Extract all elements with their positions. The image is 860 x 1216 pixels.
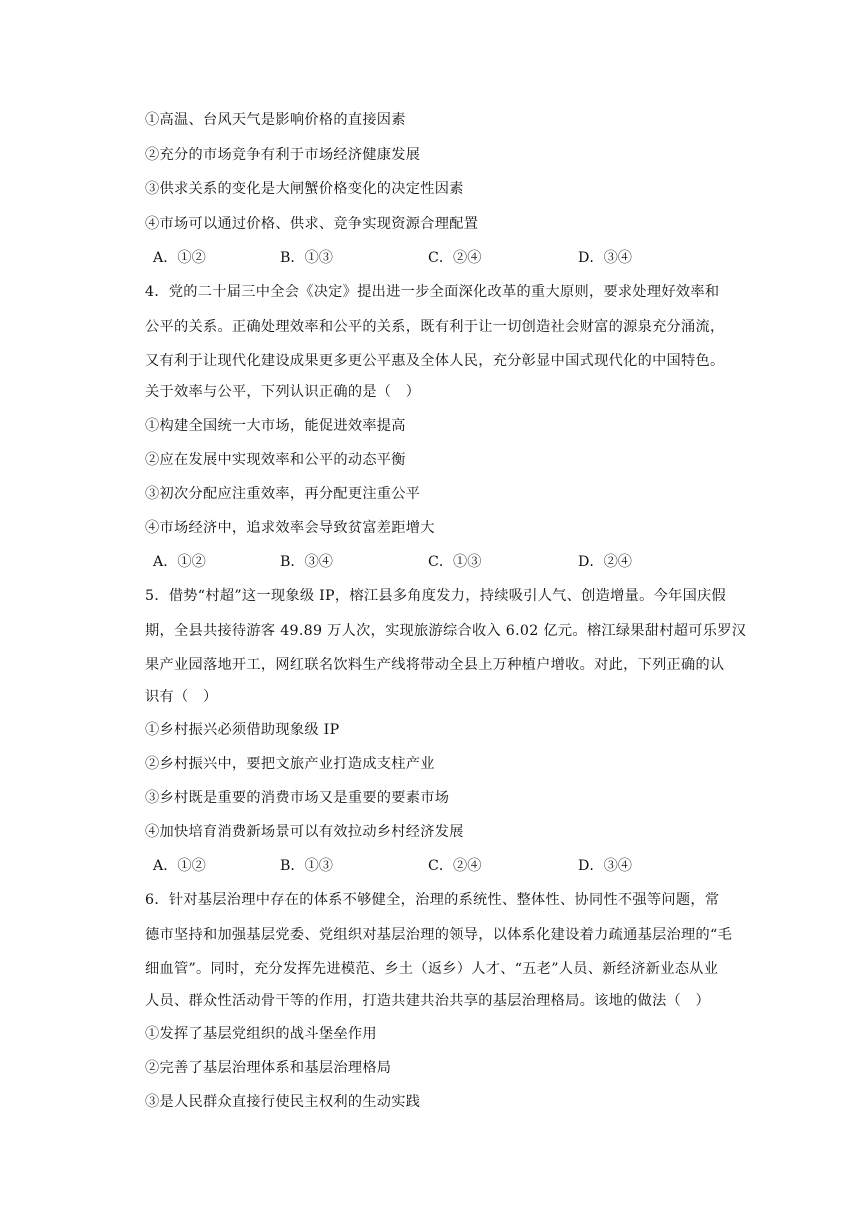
q5-option-b: B．①③ bbox=[280, 858, 333, 874]
q5-statement-1: ①乡村振兴必须借助现象级 IP bbox=[145, 722, 340, 738]
q4-stem-line-2: 公平的关系。正确处理效率和公平的关系，既有利于让一切创造社会财富的源泉充分涌流， bbox=[145, 319, 725, 335]
q3-option-c: C．②④ bbox=[428, 250, 482, 266]
q6-stem-line-2: 德市坚持和加强基层党委、党组织对基层治理的领导，以体系化建设着力疏通基层治理的“毛 bbox=[145, 927, 733, 943]
q4-option-b: B．③④ bbox=[280, 554, 333, 570]
q3-statement-1: ①高温、台风天气是影响价格的直接因素 bbox=[145, 112, 406, 128]
q5-stem-line-3: 果产业园落地开工，网红联名饮料生产线将带动全县上万种植户增收。对此，下列正确的认 bbox=[145, 657, 725, 673]
q4-statement-2: ②应在发展中实现效率和公平的动态平衡 bbox=[145, 452, 406, 468]
q6-statement-2: ②完善了基层治理体系和基层治理格局 bbox=[145, 1060, 392, 1076]
q3-option-a: A．①② bbox=[153, 250, 206, 266]
q3-statement-4: ④市场可以通过价格、供求、竞争实现资源合理配置 bbox=[145, 216, 479, 232]
q6-stem-line-4: 人员、群众性活动骨干等的作用，打造共建共治共享的基层治理格局。该地的做法（ ） bbox=[145, 993, 711, 1009]
q4-stem-line-1: 4．党的二十届三中全会《决定》提出进一步全面深化改革的重大原则，要求处理好效率和 bbox=[145, 284, 720, 300]
q5-option-d: D．③④ bbox=[578, 858, 632, 874]
q6-stem-line-1: 6．针对基层治理中存在的体系不够健全，治理的系统性、整体性、协同性不强等问题，常 bbox=[145, 892, 720, 908]
q5-stem-line-2: 期，全县共接待游客 49.89 万人次，实现旅游综合收入 6.02 亿元。榕江绿果甜村超可乐罗汉 bbox=[145, 623, 747, 639]
q3-option-b: B．①③ bbox=[280, 250, 333, 266]
q4-statement-4: ④市场经济中，追求效率会导致贫富差距增大 bbox=[145, 520, 435, 536]
q4-statement-3: ③初次分配应注重效率，再分配更注重公平 bbox=[145, 486, 421, 502]
q6-stem-line-3: 细血管”。同时，充分发挥先进模范、乡土（返乡）人才、“五老”人员、新经济新业态从业 bbox=[145, 961, 719, 977]
q5-option-a: A．①② bbox=[153, 858, 206, 874]
q4-stem-line-3: 又有利于让现代化建设成果更多更公平惠及全体人民，充分彰显中国式现代化的中国特色。 bbox=[145, 353, 725, 369]
q4-option-d: D．②④ bbox=[578, 554, 632, 570]
q3-statement-2: ②充分的市场竞争有利于市场经济健康发展 bbox=[145, 147, 421, 163]
q5-stem-line-1: 5．借势“村超”这一现象级 IP，榕江县多角度发力，持续吸引人气、创造增量。今年国庆假 bbox=[145, 588, 727, 604]
q4-option-a: A．①② bbox=[153, 554, 206, 570]
q5-option-c: C．②④ bbox=[428, 858, 482, 874]
q4-statement-1: ①构建全国统一大市场，能促进效率提高 bbox=[145, 418, 406, 434]
q3-statement-3: ③供求关系的变化是大闸蟹价格变化的决定性因素 bbox=[145, 181, 464, 197]
q6-statement-3: ③是人民群众直接行使民主权利的生动实践 bbox=[145, 1094, 421, 1110]
q4-stem-line-4: 关于效率与公平，下列认识正确的是（ ） bbox=[145, 384, 421, 400]
q5-statement-4: ④加快培育消费新场景可以有效拉动乡村经济发展 bbox=[145, 824, 464, 840]
q5-statement-3: ③乡村既是重要的消费市场又是重要的要素市场 bbox=[145, 790, 450, 806]
q4-option-c: C．①③ bbox=[428, 554, 482, 570]
q6-statement-1: ①发挥了基层党组织的战斗堡垒作用 bbox=[145, 1026, 377, 1042]
q5-stem-line-4: 识有（ ） bbox=[145, 689, 218, 705]
q5-statement-2: ②乡村振兴中，要把文旅产业打造成支柱产业 bbox=[145, 756, 435, 772]
q3-option-d: D．③④ bbox=[578, 250, 632, 266]
